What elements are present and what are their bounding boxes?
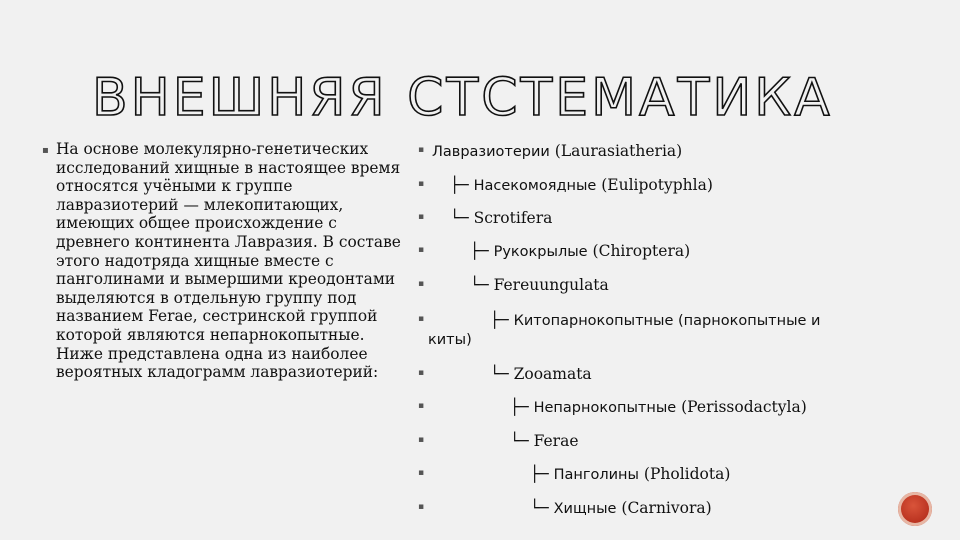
taxon-lat: Scrotifera <box>473 209 553 227</box>
tree-branch: └─ <box>450 209 474 227</box>
taxon-lat: (Carnivora) <box>616 499 712 517</box>
bullet-marker: ▪ <box>418 145 425 155</box>
taxon-ru: Панголины <box>553 467 639 483</box>
bullet-marker: ▪ <box>418 502 425 512</box>
cladogram-item-wrap: киты) <box>428 332 472 348</box>
bullet-marker: ▪ <box>418 212 425 222</box>
slide-title: ВНЕШНЯЯ СТСТЕМАТИКА <box>92 68 833 128</box>
bullet-marker: ▪ <box>418 179 425 189</box>
tree-branch: └─ <box>490 365 514 383</box>
tree-branch: └─ <box>510 432 534 450</box>
body-paragraph: На основе молекулярно-генетических исследований хищные в настоящее время относятся учёными к группе лавразиотерий — млекопитающих, имеющих общее происхождение с древнего континента Лавразия. В составе этого надотряда хищные вместе с панголинами и вымершими креодонтами выделяются в отдельную группу под названием Ferae, сестринской группой которой являются непарнокопытные. Ниже представлена одна из наиболее вероятных кладограмм лавразиотерий: <box>56 140 401 382</box>
tree-branch: ├─ <box>470 242 494 260</box>
body-text-block <box>42 140 402 382</box>
tree-branch: └─ <box>470 276 494 294</box>
taxon-lat: (Eulipotyphla) <box>596 176 713 194</box>
tree-branch: ├─ <box>450 176 474 194</box>
tree-branch: └─ <box>530 499 554 517</box>
taxon-ru: Хищные <box>553 501 617 517</box>
taxon-ru: Лавразиотерии <box>432 144 550 160</box>
tree-branch: ├─ <box>510 398 534 416</box>
taxon-lat: Ferae <box>533 432 579 450</box>
bullet-marker: ▪ <box>418 401 425 411</box>
taxon-lat: (Perissodactyla) <box>676 398 807 416</box>
bullet-marker: ▪ <box>418 368 425 378</box>
taxon-ru: Китопарнокопытные (парнокопытные и <box>513 313 821 329</box>
taxon-lat: Zooamata <box>513 365 592 383</box>
bullet-marker: ▪ <box>418 245 425 255</box>
bullet-marker: ▪ <box>42 145 49 156</box>
taxon-ru: Насекомоядные <box>473 178 597 194</box>
taxon-lat: (Laurasiatheria) <box>549 142 683 160</box>
tree-branch: ├─ <box>490 311 514 329</box>
bullet-marker: ▪ <box>418 279 425 289</box>
slide-number-badge <box>898 492 932 526</box>
bullet-marker: ▪ <box>418 314 425 324</box>
taxon-ru: Непарнокопытные <box>533 400 677 416</box>
taxon-lat: Fereuungulata <box>493 276 609 294</box>
bullet-marker: ▪ <box>418 435 425 445</box>
bullet-marker: ▪ <box>418 468 425 478</box>
tree-branch: ├─ <box>530 465 554 483</box>
taxon-lat: (Pholidota) <box>638 465 731 483</box>
taxon-lat: (Chiroptera) <box>587 242 691 260</box>
taxon-ru: Рукокрылые <box>493 244 588 260</box>
